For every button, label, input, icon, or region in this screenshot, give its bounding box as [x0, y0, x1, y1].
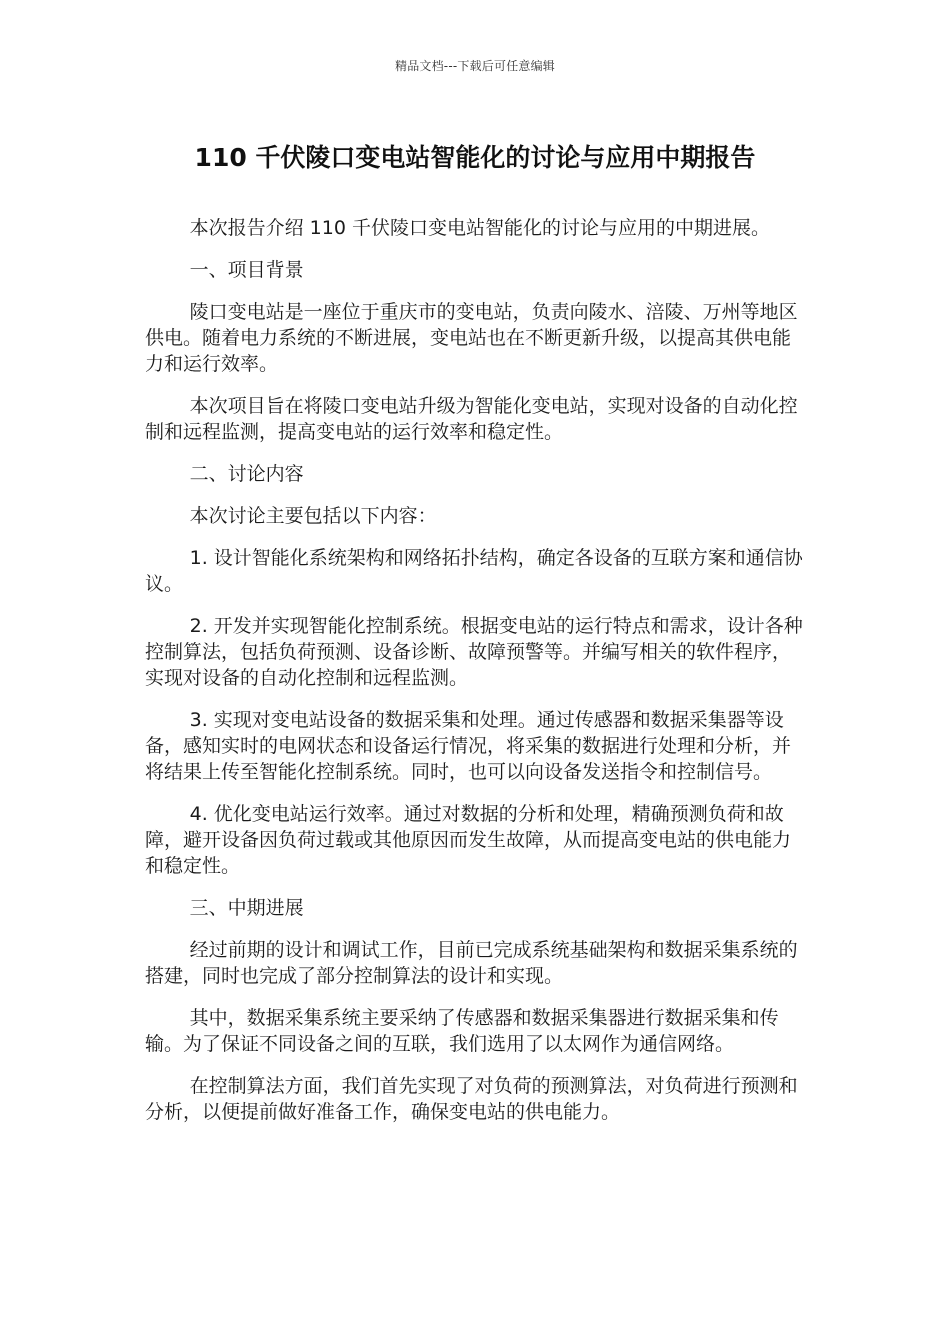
body-paragraph: 本次讨论主要包括以下内容： [189, 505, 437, 527]
list-item: 4. 优化变电站运行效率。通过对数据的分析和处理，精确预测负荷和故障，避开设备因负荷过载或其他原因而发生故障，从而提高变电站的供电能力和稳定性。 [145, 803, 792, 877]
list-item: 2. 开发并实现智能化控制系统。根据变电站的运行特点和需求，设计各种控制算法，包括负荷预测、设备诊断、故障预警等。并编写相关的软件程序，实现对设备的自动化控制和远程监测。 [145, 615, 803, 689]
section-heading-discussion: 二、讨论内容 [189, 463, 304, 485]
section-heading-background: 一、项目背景 [189, 259, 304, 281]
section-heading-progress: 三、中期进展 [189, 897, 304, 919]
list-item: 3. 实现对变电站设备的数据采集和处理。通过传感器和数据采集器等设备，感知实时的电网状态和设备运行情况，将采集的数据进行处理和分析，并将结果上传至智能化控制系统。同时，也可以向设备发送指令和控制信号。 [145, 709, 792, 783]
header-note: 精品文档---下载后可任意编辑 [395, 59, 555, 73]
body-paragraph: 在控制算法方面，我们首先实现了对负荷的预测算法，对负荷进行预测和分析，以便提前做好准备工作，确保变电站的供电能力。 [145, 1075, 798, 1123]
body-paragraph: 陵口变电站是一座位于重庆市的变电站，负责向陵水、涪陵、万州等地区供电。随着电力系统的不断进展，变电站也在不断更新升级，以提高其供电能力和运行效率。 [145, 301, 798, 375]
document-title: 110 千伏陵口变电站智能化的讨论与应用中期报告 [194, 143, 756, 172]
body-paragraph: 本次项目旨在将陵口变电站升级为智能化变电站，实现对设备的自动化控制和远程监测，提高变电站的运行效率和稳定性。 [145, 395, 798, 443]
intro-paragraph: 本次报告介绍 110 千伏陵口变电站智能化的讨论与应用的中期进展。 [189, 217, 770, 239]
body-paragraph: 经过前期的设计和调试工作，目前已完成系统基础架构和数据采集系统的搭建，同时也完成了部分控制算法的设计和实现。 [145, 939, 798, 987]
body-paragraph: 其中，数据采集系统主要采纳了传感器和数据采集器进行数据采集和传输。为了保证不同设备之间的互联，我们选用了以太网作为通信网络。 [145, 1007, 779, 1055]
list-item: 1. 设计智能化系统架构和网络拓扑结构，确定各设备的互联方案和通信协议。 [145, 547, 803, 595]
document-body [145, 215, 805, 1141]
